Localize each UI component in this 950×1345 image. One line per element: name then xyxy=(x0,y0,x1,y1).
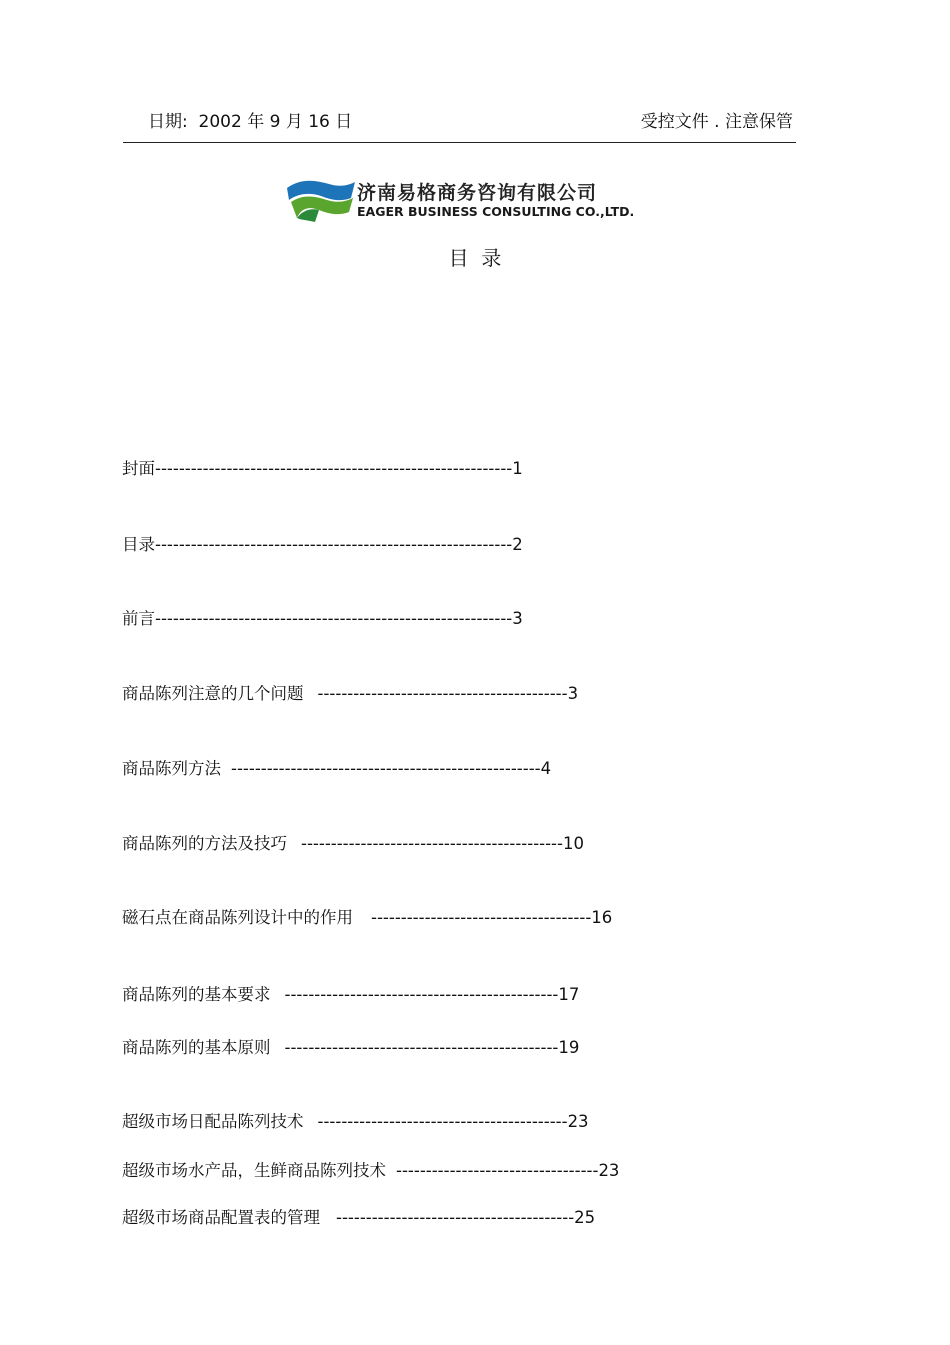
toc-item-page: 3 xyxy=(512,609,523,628)
toc-title: 目 录 xyxy=(448,246,502,270)
toc-item-label: 超级市场商品配置表的管理 xyxy=(122,1208,320,1227)
toc-item[interactable] xyxy=(122,1207,595,1229)
toc-item-page: 23 xyxy=(567,1112,589,1131)
toc-item-page: 17 xyxy=(558,985,580,1004)
toc-item-label: 目录 xyxy=(122,535,155,554)
header-classification: 受控文件 . 注意保管 xyxy=(640,112,793,132)
toc-item-page: 19 xyxy=(558,1038,580,1057)
toc-item[interactable] xyxy=(122,1111,589,1133)
toc-item-leader: ------------------------------------------ xyxy=(317,1112,568,1131)
toc-item[interactable] xyxy=(122,984,579,1006)
toc-item-label: 商品陈列注意的几个问题 xyxy=(122,684,304,703)
toc-item-leader: ------------------------------------------------------------ xyxy=(155,459,513,478)
toc-item[interactable] xyxy=(122,1160,619,1182)
toc-item-page: 23 xyxy=(598,1161,620,1180)
toc-item[interactable] xyxy=(122,683,578,705)
toc-item[interactable] xyxy=(122,1037,579,1059)
toc-item-label: 商品陈列的基本原则 xyxy=(122,1038,271,1057)
flag-emblem-icon xyxy=(285,176,357,226)
toc-item-leader: -------------------------------------------- xyxy=(301,834,563,853)
toc-item-leader: ---------------------------------------------- xyxy=(284,1038,559,1057)
toc-item-page: 25 xyxy=(574,1208,596,1227)
toc-item-label: 封面 xyxy=(122,459,155,478)
toc-item-leader: ---------------------------------------- xyxy=(336,1208,575,1227)
toc-item-leader: ------------------------------------------------------------ xyxy=(155,535,513,554)
company-name-en: EAGER BUSINESS CONSULTING CO.,LTD. xyxy=(357,204,635,219)
toc-item[interactable] xyxy=(122,833,584,855)
toc-item-label: 磁石点在商品陈列设计中的作用 xyxy=(122,908,353,927)
header-divider xyxy=(123,142,796,143)
toc-item[interactable] xyxy=(122,758,551,780)
toc-item-leader: ------------------------------------------ xyxy=(317,684,568,703)
toc-item-label: 前言 xyxy=(122,609,155,628)
toc-item[interactable] xyxy=(122,907,612,929)
toc-item[interactable] xyxy=(122,458,523,480)
toc-item-leader: ---------------------------------------------------- xyxy=(231,759,541,778)
toc-item-leader: ---------------------------------- xyxy=(396,1161,599,1180)
company-logo xyxy=(285,176,645,226)
toc-item[interactable] xyxy=(122,608,523,630)
toc-item-label: 超级市场日配品陈列技术 xyxy=(122,1112,304,1131)
toc-item-page: 2 xyxy=(512,535,523,554)
toc-item-leader: ---------------------------------------------- xyxy=(284,985,559,1004)
toc-item-page: 16 xyxy=(591,908,613,927)
toc-item-page: 4 xyxy=(540,759,552,778)
toc-item[interactable] xyxy=(122,534,523,556)
toc-item-page: 1 xyxy=(512,459,523,478)
toc-item-label: 商品陈列方法 xyxy=(122,759,221,778)
toc-item-leader: ------------------------------------- xyxy=(371,908,592,927)
company-name-cn: 济南易格商务咨询有限公司 xyxy=(357,182,598,204)
toc-item-leader: ------------------------------------------------------------ xyxy=(155,609,513,628)
toc-item-label: 商品陈列的方法及技巧 xyxy=(122,834,287,853)
toc-item-label: 超级市场水产品，生鲜商品陈列技术 xyxy=(122,1161,386,1180)
toc-item-page: 10 xyxy=(562,834,584,853)
toc-item-page: 3 xyxy=(567,684,579,703)
toc-item-label: 商品陈列的基本要求 xyxy=(122,985,271,1004)
header-date: 日期: 2002 年 9 月 16 日 xyxy=(148,112,353,132)
